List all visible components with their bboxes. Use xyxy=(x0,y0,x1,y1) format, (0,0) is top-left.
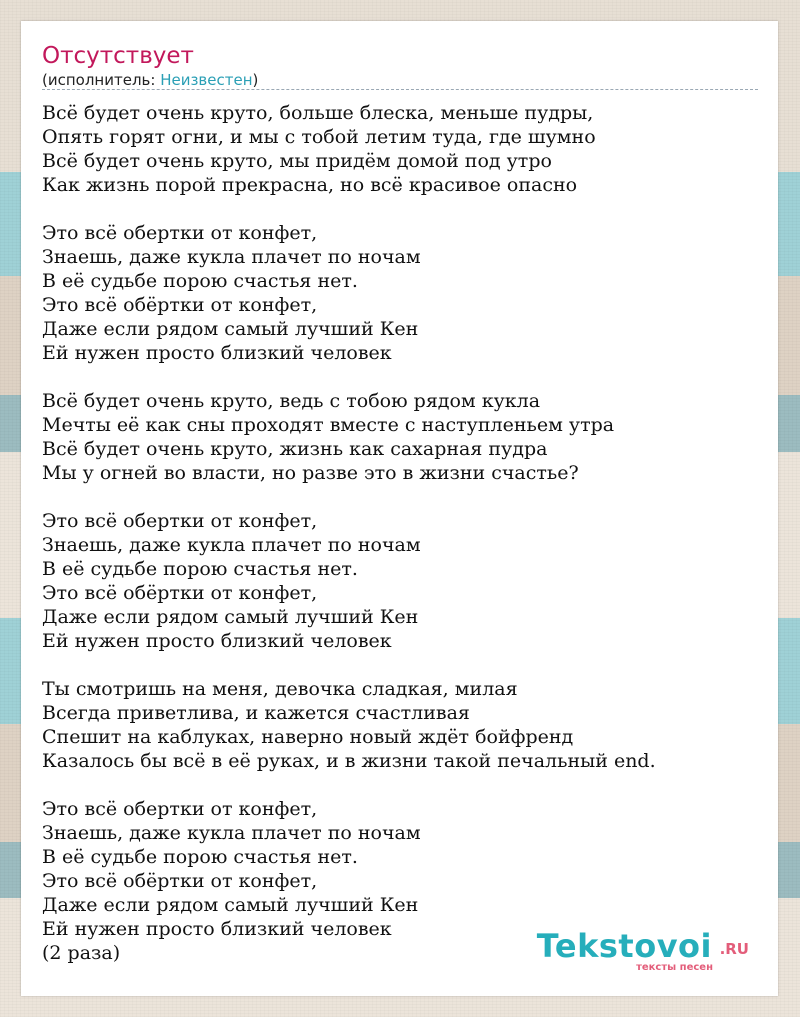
lyric-line: Это всё обертки от конфет, xyxy=(42,222,318,244)
lyric-line: Это всё обёртки от конфет, xyxy=(42,870,318,892)
lyric-line: Всё будет очень круто, ведь с тобою рядом кукла xyxy=(42,390,541,412)
logo-name: Tekstovoi xyxy=(536,927,712,965)
lyric-line: (2 раза) xyxy=(42,942,121,964)
lyric-line: Знаешь, даже кукла плачет по ночам xyxy=(42,534,421,556)
lyric-line: В её судьбе порою счастья нет. xyxy=(42,270,358,292)
stanza-gap xyxy=(42,653,762,677)
logo-tagline: тексты песен xyxy=(636,962,713,973)
lyric-line: Всё будет очень круто, жизнь как сахарная пудра xyxy=(42,438,548,460)
lyrics-card xyxy=(21,21,778,996)
stanza-gap xyxy=(42,197,762,221)
artist-link[interactable]: Неизвестен xyxy=(160,71,253,89)
lyric-line: Как жизнь порой прекрасна, но всё красивое опасно xyxy=(42,174,578,196)
lyric-line: В её судьбе порою счастья нет. xyxy=(42,558,358,580)
lyric-line: Ей нужен просто близкий человек xyxy=(42,630,392,652)
lyric-line: Это всё обёртки от конфет, xyxy=(42,582,318,604)
artist-line xyxy=(42,71,258,89)
lyric-line: Это всё обёртки от конфет, xyxy=(42,294,318,316)
stanza-gap xyxy=(42,773,762,797)
lyric-line: Даже если рядом самый лучший Кен xyxy=(42,606,419,628)
lyric-line: Мы у огней во власти, но разве это в жизни счастье? xyxy=(42,462,579,484)
lyric-line: Знаешь, даже кукла плачет по ночам xyxy=(42,822,421,844)
lyric-line: Спешит на каблуках, наверно новый ждёт бойфренд xyxy=(42,726,574,748)
lyric-line: Казалось бы всё в её руках, и в жизни такой печальный end. xyxy=(42,750,656,772)
lyric-line: Опять горят огни, и мы с тобой летим туда, где шумно xyxy=(42,126,596,148)
song-title: Отсутствует xyxy=(42,43,194,69)
artist-prefix: (исполнитель: xyxy=(42,71,161,89)
lyric-line: Ты смотришь на меня, девочка сладкая, милая xyxy=(42,678,518,700)
lyric-line: Всё будет очень круто, мы придём домой под утро xyxy=(42,150,552,172)
lyric-line: Всё будет очень круто, больше блеска, меньше пудры, xyxy=(42,102,594,124)
lyric-line: Даже если рядом самый лучший Кен xyxy=(42,894,419,916)
lyric-line: Это всё обертки от конфет, xyxy=(42,798,318,820)
lyric-line: Знаешь, даже кукла плачет по ночам xyxy=(42,246,421,268)
lyric-line: В её судьбе порою счастья нет. xyxy=(42,846,358,868)
artist-suffix: ) xyxy=(252,71,259,89)
lyric-line: Ей нужен просто близкий человек xyxy=(42,342,392,364)
lyric-line: Это всё обертки от конфет, xyxy=(42,510,318,532)
site-logo[interactable] xyxy=(536,927,749,976)
logo-tld: .RU xyxy=(719,940,749,958)
lyric-line: Даже если рядом самый лучший Кен xyxy=(42,318,419,340)
lyric-line: Ей нужен просто близкий человек xyxy=(42,918,392,940)
lyric-line: Мечты её как сны проходят вместе с наступленьем утра xyxy=(42,414,615,436)
stanza-gap xyxy=(42,365,762,389)
stanza-gap xyxy=(42,485,762,509)
lyric-line: Всегда приветлива, и кажется счастливая xyxy=(42,702,470,724)
title-divider xyxy=(42,89,758,90)
lyrics-text xyxy=(42,101,762,965)
